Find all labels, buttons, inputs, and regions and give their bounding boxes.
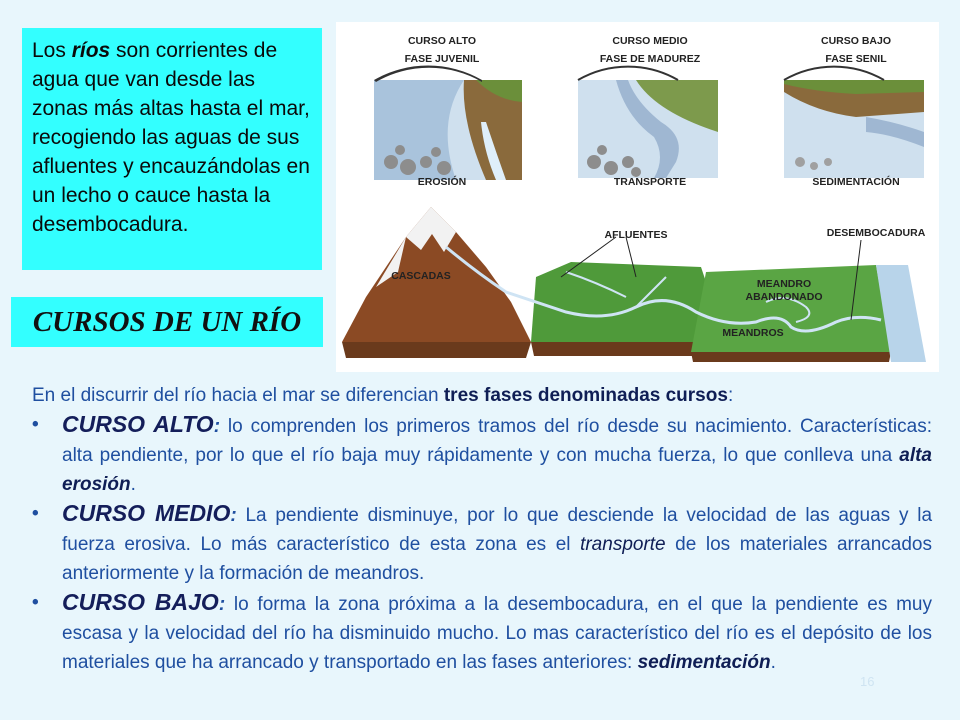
panel-curso-bajo [784,67,924,178]
panel1-phase-label: FASE JUVENIL [404,53,480,65]
lead-paragraph [32,381,932,410]
slide-title: CURSOS DE UN RÍO [32,305,302,338]
bullet-dot: • [32,592,39,613]
emphasis-sedimentacion: sedimentación [637,652,771,673]
content-text [32,381,932,677]
term-colon: : [218,594,226,615]
panel-curso-medio [578,67,718,178]
curso-medio-end: de los materiales arrancados anteriormente y la formación de meandros. [62,534,932,584]
emphasis-transporte: transporte [580,534,666,555]
curso-bajo-description: lo forma la zona próxima a la desembocadura, en el que la pendiente es muy escasa y la velocidad del río ha disminuido mucho. Lo mas característico del río es el depósito de los materiales que ha arrancado y transportado en las fases anteriores: [62,594,932,673]
bullet-curso-medio [32,499,932,588]
curso-medio-description: La pendiente disminuye, por lo que desciende la velocidad de las aguas y la fuerza erosiva. Lo más característico de esta zona es el [62,505,933,555]
panel1-process-label: EROSIÓN [417,176,467,188]
panel2-phase-label: FASE DE MADUREZ [599,53,701,65]
panel3-phase-label: FASE SENIL [825,53,887,65]
intro-text-start: Los [32,39,72,62]
bullet-dot: • [32,414,39,435]
panel2-process-label: TRANSPORTE [613,176,687,188]
bullet-curso-bajo [32,588,932,677]
page-number: 16 [860,674,875,689]
lead-end: : [727,385,734,406]
lead-strong-text: tres fases denominadas cursos [443,385,728,406]
bullet-dot: • [32,503,39,524]
curso-bajo-end: . [770,652,776,673]
bullet-curso-alto [32,410,932,499]
term-colon: : [230,505,237,526]
term-curso-medio: CURSO MEDIO [62,500,231,526]
term-curso-bajo: CURSO BAJO [62,589,219,615]
curso-alto-description: lo comprenden los primeros tramos del río desde su nacimiento. Características: alta pendiente, por lo que el río baja muy rápidamente y con mucha fuerza, lo que conlleva una [62,416,932,466]
term-colon: : [213,416,221,437]
lead-text: En el discurrir del río hacia el mar se diferencian [32,385,444,406]
panel3-course-label: CURSO BAJO [820,35,892,47]
intro-box [22,28,322,270]
panel1-course-label: CURSO ALTO [407,35,477,47]
label-meandro: MEANDRO [756,278,812,290]
label-desembocadura: DESEMBOCADURA [826,227,926,239]
label-afluentes: AFLUENTES [604,229,668,241]
panel-curso-alto [374,66,522,180]
river-courses-illustration [336,22,939,372]
emphasis-alta-erosion: alta erosión [62,445,932,495]
slide-title-box [11,297,323,347]
river-diagram-svg [336,22,939,372]
intro-text-rest: son corrientes de agua que van desde las zonas más altas hasta el mar, recogiendo las aguas de sus afluentes y encauzándolas en un lecho o cauce hasta la desembocadura. [32,39,310,236]
term-curso-alto: CURSO ALTO [62,411,214,437]
curso-alto-end: . [130,474,136,495]
panel3-process-label: SEDIMENTACIÓN [812,176,900,188]
label-meandros: MEANDROS [722,327,784,339]
panel2-course-label: CURSO MEDIO [612,35,688,47]
intro-emphasis-rios: ríos [71,39,111,62]
label-cascadas: CASCADAS [391,270,451,282]
label-abandonado: ABANDONADO [745,291,823,303]
